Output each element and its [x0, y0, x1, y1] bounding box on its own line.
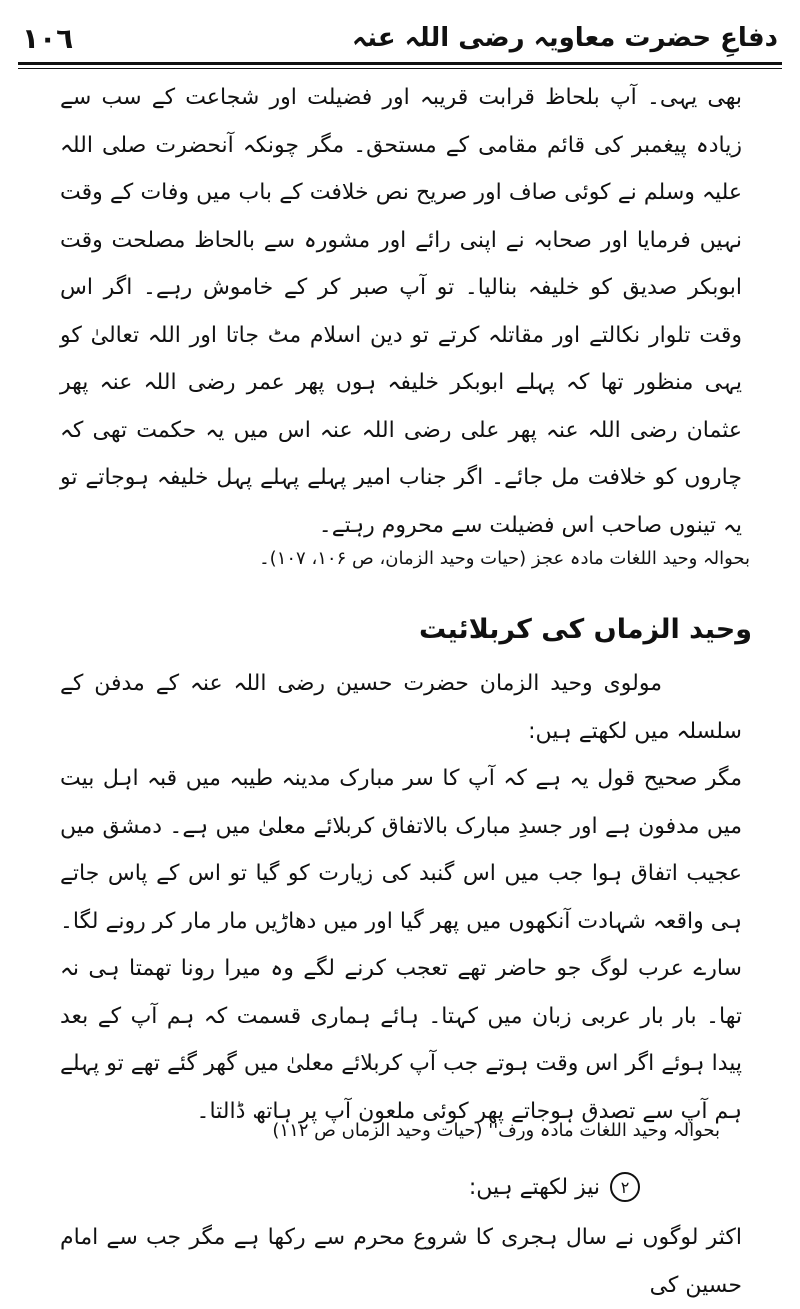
section3-paragraph: اکثر لوگوں نے سال ہجری کا شروع محرم سے رکھا ہے مگر جب سے امام حسین کی [60, 1225, 742, 1298]
header-rule-thick [18, 62, 782, 65]
section1-reference: بحوالہ وحید اللغات مادہ عجز (حیات وحید الزمان، ص ۱۰۶، ۱۰۷)۔ [259, 548, 750, 569]
section2-heading: وحید الزماں کی کربلائیت [418, 614, 752, 645]
page-number: ١٠٦ [22, 21, 74, 55]
header-rule-thin [18, 68, 782, 69]
section2-body [60, 660, 742, 1135]
section1-paragraph: بھی یہی۔ آپ بلحاظ قرابت قریبہ اور فضیلت اور شجاعت کے سب سے زیادہ پیغمبر کی قائم مقامی کے مستحق۔ مگر چونکہ آنحضرت صلی اللہ علیہ وسلم نے کوئی صاف اور صریح نص خلافت کے باب میں وفات کے وقت نہیں فرمایا اور صحابہ نے اپنی رائے اور مشورہ سے بالحاظ مصلحت وقت ابوبکر صدیق کو خلیفہ بنالیا۔ تو آپ صبر کر کے خاموش رہے۔ اگر اس وقت تلوار نکالتے اور مقاتلہ کرتے تو دین اسلام مٹ جاتا اور اللہ تعالیٰ کو یہی منظور تھا کہ پہلے ابوبکر خلیفہ ہوں پھر عمر رضی اللہ عنہ پھر عثمان رضی اللہ عنہ پھر علی رضی اللہ عنہ اس میں یہ حکمت تھی کہ چاروں کو خلافت مل جائے۔ اگر جناب امیر پہلے پہلے پہل خلیفہ ہوجاتے تو یہ تینوں صاحب اس فضیلت سے محروم رہتے۔ [60, 85, 742, 538]
note-number-circle: ۲ [610, 1172, 640, 1202]
note-label: نیز لکھتے ہیں: [468, 1174, 600, 1200]
note-line [469, 1172, 640, 1202]
section2-paragraph: مگر صحیح قول یہ ہے کہ آپ کا سر مبارک مدینہ طیبہ میں قبہ اہل بیت میں مدفون ہے اور جسدِ مبارک بالاتفاق کربلائے معلیٰ میں ہے۔ دمشق میں عجیب اتفاق ہوا جب میں اس گنبد کی زیارت کو گیا تو اس کے پاس جاتے ہی واقعہ شہادت آنکھوں میں پھر گیا اور میں دھاڑیں مار مار کر رونے لگا۔ سارے عرب لوگ جو حاضر تھے تعجب کرنے لگے وہ میرا رونا تھمتا ہی نہ تھا۔ بار بار عربی زبان میں کہتا۔ ہائے ہماری قسمت کہ ہم آپ کے بعد پیدا ہوئے اگر اس وقت ہوتے جب آپ کربلائے معلیٰ میں گھر گئے تھے تو پہلے ہم آپ سے تصدق ہوجاتے پھر کوئی ملعون آپ پر ہاتھ ڈالتا۔ [60, 766, 742, 1124]
page-header [22, 18, 778, 58]
running-title: دفاعِ حضرت معاویہ رضی اللہ عنہ [351, 23, 778, 53]
section2-intro: مولوی وحید الزمان حضرت حسین رضی اللہ عنہ کے مدفن کے سلسلہ میں لکھتے ہیں: [60, 671, 742, 744]
section2-reference: بحوالہ وحید اللغات مادہ ورف'' (حیات وحید الزماں ص ۱۱۲) [272, 1120, 720, 1141]
